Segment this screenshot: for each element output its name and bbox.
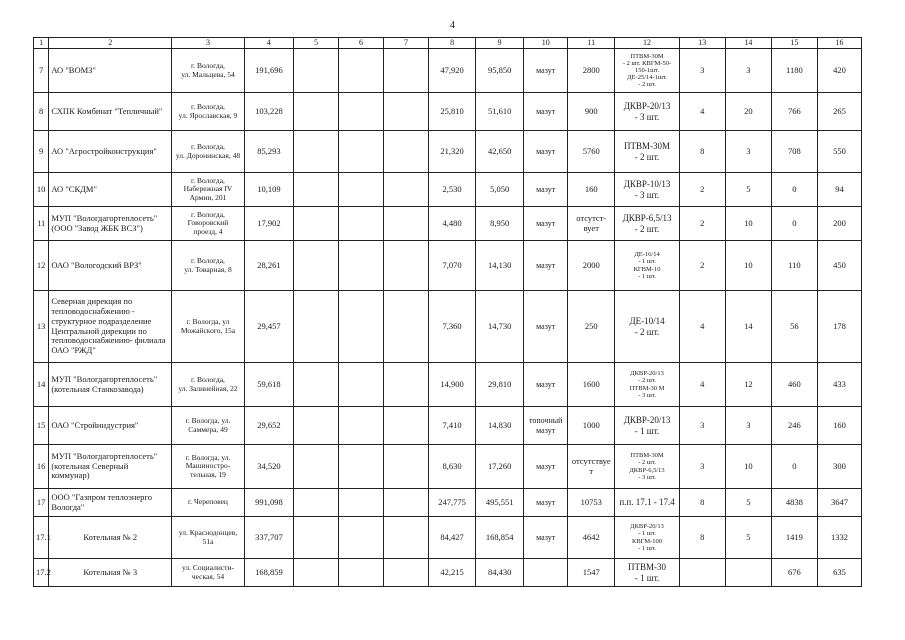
organization-name: Северная дирекция по тепловодоснабжению - структурное подразделение Центральной дирекции по тепловодоснабжению- филиала ОАО "РЖД"	[49, 291, 172, 363]
address: г. Вологда, Говоровский проезд, 4	[172, 207, 245, 241]
value-col14: 10	[725, 207, 771, 241]
fuel-type: мазут	[524, 363, 568, 407]
column-header: 6	[338, 38, 383, 49]
value-col13: 3	[679, 445, 725, 489]
table-row	[34, 131, 862, 173]
row-number: 9	[34, 131, 49, 173]
row-number: 11	[34, 207, 49, 241]
value-col8: 14,900	[429, 363, 476, 407]
fuel-type	[524, 559, 568, 587]
value-col11: 900	[568, 93, 615, 131]
row-number: 17	[34, 489, 49, 517]
value-col9: 51,610	[476, 93, 524, 131]
row-number: 15	[34, 407, 49, 445]
equipment: ДКВР-20/13 - 3 шт.	[615, 93, 679, 131]
value-col8: 21,320	[429, 131, 476, 173]
column-header: 1	[34, 38, 49, 49]
value-col15: 1180	[771, 49, 817, 93]
empty-cell	[338, 489, 383, 517]
equipment: ДКВР-20/13 - 1 шт. КВГМ-100 - 1 шт.	[615, 517, 679, 559]
empty-cell	[293, 407, 338, 445]
value-col14: 3	[725, 407, 771, 445]
column-header: 16	[817, 38, 861, 49]
fuel-type: мазут	[524, 445, 568, 489]
page-number: 4	[450, 20, 455, 31]
value-col4: 28,261	[244, 241, 293, 291]
value-col15: 0	[771, 173, 817, 207]
table-row	[34, 173, 862, 207]
row-number: 17.1	[34, 517, 49, 559]
value-col4: 103,228	[244, 93, 293, 131]
value-col14: 12	[725, 363, 771, 407]
empty-cell	[338, 445, 383, 489]
row-number: 16	[34, 445, 49, 489]
value-col9: 84,430	[476, 559, 524, 587]
column-header: 12	[615, 38, 679, 49]
row-number: 14	[34, 363, 49, 407]
table-row	[34, 49, 862, 93]
value-col8: 42,215	[429, 559, 476, 587]
value-col13: 3	[679, 49, 725, 93]
organization-name: ОАО "Стройиндустрия"	[49, 407, 172, 445]
equipment: ПТВМ-30М - 2 шт. ДКВР-6,5/13 - 3 шт.	[615, 445, 679, 489]
value-col13: 2	[679, 207, 725, 241]
address: г. Вологда, ул. Мальцева, 54	[172, 49, 245, 93]
value-col13: 4	[679, 291, 725, 363]
equipment: ДКВР-10/13 - 3 шт.	[615, 173, 679, 207]
empty-cell	[384, 291, 429, 363]
value-col14: 10	[725, 445, 771, 489]
empty-cell	[293, 241, 338, 291]
value-col4: 29,457	[244, 291, 293, 363]
equipment: ДКВР-6,5/13 - 2 шт.	[615, 207, 679, 241]
row-number: 12	[34, 241, 49, 291]
value-col9: 5,050	[476, 173, 524, 207]
empty-cell	[338, 559, 383, 587]
column-header: 2	[49, 38, 172, 49]
empty-cell	[338, 241, 383, 291]
value-col11: 1600	[568, 363, 615, 407]
value-col4: 337,707	[244, 517, 293, 559]
value-col4: 191,696	[244, 49, 293, 93]
value-col16: 300	[817, 445, 861, 489]
equipment: ПТВМ-30М - 2 шт.	[615, 131, 679, 173]
fuel-type: топочный мазут	[524, 407, 568, 445]
value-col14: 3	[725, 131, 771, 173]
value-col15: 708	[771, 131, 817, 173]
equipment: ДЕ-16/14 - 1 шт. КГВМ-10 - 1 шт.	[615, 241, 679, 291]
empty-cell	[384, 207, 429, 241]
fuel-type: мазут	[524, 93, 568, 131]
empty-cell	[384, 445, 429, 489]
organization-name: ОАО "Вологодский ВРЗ"	[49, 241, 172, 291]
empty-cell	[293, 291, 338, 363]
address: г. Вологда, Набережная IV Армии, 201	[172, 173, 245, 207]
value-col14: 20	[725, 93, 771, 131]
value-col8: 4,480	[429, 207, 476, 241]
address: г. Вологда, ул Можайского, 15а	[172, 291, 245, 363]
empty-cell	[384, 363, 429, 407]
empty-cell	[384, 173, 429, 207]
value-col16: 450	[817, 241, 861, 291]
value-col13: 2	[679, 241, 725, 291]
equipment: ДЕ-10/14 - 2 шт.	[615, 291, 679, 363]
column-header: 11	[568, 38, 615, 49]
value-col9: 495,551	[476, 489, 524, 517]
value-col15: 56	[771, 291, 817, 363]
value-col13: 3	[679, 407, 725, 445]
value-col16: 160	[817, 407, 861, 445]
organization-name: АО "СКДМ"	[49, 173, 172, 207]
value-col15: 4838	[771, 489, 817, 517]
value-col9: 14,830	[476, 407, 524, 445]
boiler-table	[33, 37, 862, 587]
equipment: ДКВР-20/13 - 1 шт.	[615, 407, 679, 445]
empty-cell	[293, 445, 338, 489]
value-col8: 84,427	[429, 517, 476, 559]
empty-cell	[338, 131, 383, 173]
organization-name: МУП "Вологдагортеплосеть" (котельная Северный коммунар)	[49, 445, 172, 489]
value-col8: 47,920	[429, 49, 476, 93]
address: г. Вологда, ул. Доронинская, 48	[172, 131, 245, 173]
value-col16: 3647	[817, 489, 861, 517]
value-col15: 460	[771, 363, 817, 407]
value-col15: 676	[771, 559, 817, 587]
empty-cell	[293, 363, 338, 407]
column-header: 3	[172, 38, 245, 49]
value-col15: 766	[771, 93, 817, 131]
address: ул. Краснодонцев, 51а	[172, 517, 245, 559]
empty-cell	[293, 559, 338, 587]
empty-cell	[293, 131, 338, 173]
equipment: ПТВМ-30М - 2 шт. КВГМ-50- 150-1шт. ДЕ-25/14-1шт. - 2 шт.	[615, 49, 679, 93]
empty-cell	[384, 93, 429, 131]
empty-cell	[338, 207, 383, 241]
value-col14: 10	[725, 241, 771, 291]
value-col14	[725, 559, 771, 587]
fuel-type: мазут	[524, 207, 568, 241]
value-col8: 2,530	[429, 173, 476, 207]
row-number: 10	[34, 173, 49, 207]
empty-cell	[338, 173, 383, 207]
column-header: 5	[293, 38, 338, 49]
fuel-type: мазут	[524, 291, 568, 363]
table-row	[34, 93, 862, 131]
organization-name: МУП "Вологдагортеплосеть" (котельная Станкозавода)	[49, 363, 172, 407]
empty-cell	[338, 49, 383, 93]
table-row	[34, 207, 862, 241]
empty-cell	[384, 559, 429, 587]
empty-cell	[338, 291, 383, 363]
header-row	[34, 38, 862, 49]
value-col4: 168,859	[244, 559, 293, 587]
value-col13: 4	[679, 93, 725, 131]
value-col13: 8	[679, 517, 725, 559]
value-col11: 5760	[568, 131, 615, 173]
fuel-type: мазут	[524, 241, 568, 291]
value-col16: 265	[817, 93, 861, 131]
value-col8: 247,775	[429, 489, 476, 517]
empty-cell	[293, 49, 338, 93]
equipment: ПТВМ-30 - 1 шт.	[615, 559, 679, 587]
fuel-type: мазут	[524, 173, 568, 207]
value-col4: 17,902	[244, 207, 293, 241]
fuel-type: мазут	[524, 131, 568, 173]
table-row	[34, 559, 862, 587]
column-header: 7	[384, 38, 429, 49]
value-col9: 42,650	[476, 131, 524, 173]
value-col11: 1547	[568, 559, 615, 587]
organization-name: Котельная № 2	[49, 517, 172, 559]
empty-cell	[293, 173, 338, 207]
fuel-type: мазут	[524, 489, 568, 517]
value-col8: 7,360	[429, 291, 476, 363]
value-col4: 59,618	[244, 363, 293, 407]
value-col16: 420	[817, 49, 861, 93]
value-col11: 2000	[568, 241, 615, 291]
value-col14: 5	[725, 517, 771, 559]
empty-cell	[384, 241, 429, 291]
column-header: 9	[476, 38, 524, 49]
table-row	[34, 445, 862, 489]
empty-cell	[338, 93, 383, 131]
organization-name: Котельная № 3	[49, 559, 172, 587]
equipment: ДКВР-20/13 - 2 шт. ПТВМ-30 М - 3 шт.	[615, 363, 679, 407]
value-col4: 991,098	[244, 489, 293, 517]
empty-cell	[384, 407, 429, 445]
value-col11: 160	[568, 173, 615, 207]
empty-cell	[384, 489, 429, 517]
value-col16: 200	[817, 207, 861, 241]
empty-cell	[293, 93, 338, 131]
value-col13	[679, 559, 725, 587]
column-header: 14	[725, 38, 771, 49]
value-col15: 1419	[771, 517, 817, 559]
address: г. Вологда, ул. Ярославская, 9	[172, 93, 245, 131]
value-col11: 1000	[568, 407, 615, 445]
organization-name: АО "ВОМЗ"	[49, 49, 172, 93]
value-col11: 4642	[568, 517, 615, 559]
empty-cell	[338, 517, 383, 559]
organization-name: МУП "Вологдагортеплосеть" (ООО "Завод ЖБК ВСЗ")	[49, 207, 172, 241]
address: г. Вологда, ул. Машиностро- тельная, 19	[172, 445, 245, 489]
column-header: 15	[771, 38, 817, 49]
value-col13: 8	[679, 489, 725, 517]
value-col4: 29,652	[244, 407, 293, 445]
value-col4: 34,520	[244, 445, 293, 489]
value-col14: 5	[725, 173, 771, 207]
value-col9: 168,854	[476, 517, 524, 559]
empty-cell	[293, 489, 338, 517]
value-col15: 0	[771, 445, 817, 489]
column-header: 13	[679, 38, 725, 49]
table-row	[34, 291, 862, 363]
value-col11: 2800	[568, 49, 615, 93]
value-col14: 14	[725, 291, 771, 363]
row-number: 8	[34, 93, 49, 131]
address: г. Вологда, ул. Саммера, 49	[172, 407, 245, 445]
value-col8: 8,630	[429, 445, 476, 489]
value-col9: 14,730	[476, 291, 524, 363]
value-col4: 10,109	[244, 173, 293, 207]
value-col16: 1332	[817, 517, 861, 559]
organization-name: СХПК Комбинат "Тепличный"	[49, 93, 172, 131]
address: г. Череповец	[172, 489, 245, 517]
value-col8: 7,070	[429, 241, 476, 291]
table-row	[34, 363, 862, 407]
value-col16: 433	[817, 363, 861, 407]
address: г. Вологда, ул. Залинейная, 22	[172, 363, 245, 407]
row-number: 17.2	[34, 559, 49, 587]
value-col9: 8,950	[476, 207, 524, 241]
value-col11: 250	[568, 291, 615, 363]
value-col11: отсутст- вует	[568, 207, 615, 241]
empty-cell	[338, 363, 383, 407]
column-header: 10	[524, 38, 568, 49]
table-row	[34, 241, 862, 291]
column-header: 4	[244, 38, 293, 49]
row-number: 7	[34, 49, 49, 93]
value-col16: 94	[817, 173, 861, 207]
value-col13: 4	[679, 363, 725, 407]
fuel-type: мазут	[524, 49, 568, 93]
value-col9: 17,260	[476, 445, 524, 489]
address: ул. Социалисти- ческая, 54	[172, 559, 245, 587]
organization-name: АО "Агростройконструкция"	[49, 131, 172, 173]
empty-cell	[293, 207, 338, 241]
value-col4: 85,293	[244, 131, 293, 173]
row-number: 13	[34, 291, 49, 363]
empty-cell	[384, 131, 429, 173]
value-col14: 3	[725, 49, 771, 93]
value-col11: 10753	[568, 489, 615, 517]
value-col14: 5	[725, 489, 771, 517]
value-col11: отсутствуе т	[568, 445, 615, 489]
table-row	[34, 489, 862, 517]
empty-cell	[338, 407, 383, 445]
value-col16: 635	[817, 559, 861, 587]
value-col13: 8	[679, 131, 725, 173]
empty-cell	[384, 517, 429, 559]
address: г. Вологда, ул. Товарная, 8	[172, 241, 245, 291]
table-row	[34, 517, 862, 559]
equipment: п.п. 17.1 - 17.4	[615, 489, 679, 517]
column-header: 8	[429, 38, 476, 49]
table-row	[34, 407, 862, 445]
organization-name: ООО "Газпром теплоэнерго Вологда"	[49, 489, 172, 517]
value-col9: 14,130	[476, 241, 524, 291]
value-col16: 550	[817, 131, 861, 173]
value-col9: 95,850	[476, 49, 524, 93]
value-col8: 25,810	[429, 93, 476, 131]
value-col9: 29,810	[476, 363, 524, 407]
value-col15: 110	[771, 241, 817, 291]
value-col8: 7,410	[429, 407, 476, 445]
value-col15: 246	[771, 407, 817, 445]
value-col15: 0	[771, 207, 817, 241]
fuel-type: мазут	[524, 517, 568, 559]
empty-cell	[384, 49, 429, 93]
empty-cell	[293, 517, 338, 559]
value-col16: 178	[817, 291, 861, 363]
value-col13: 2	[679, 173, 725, 207]
